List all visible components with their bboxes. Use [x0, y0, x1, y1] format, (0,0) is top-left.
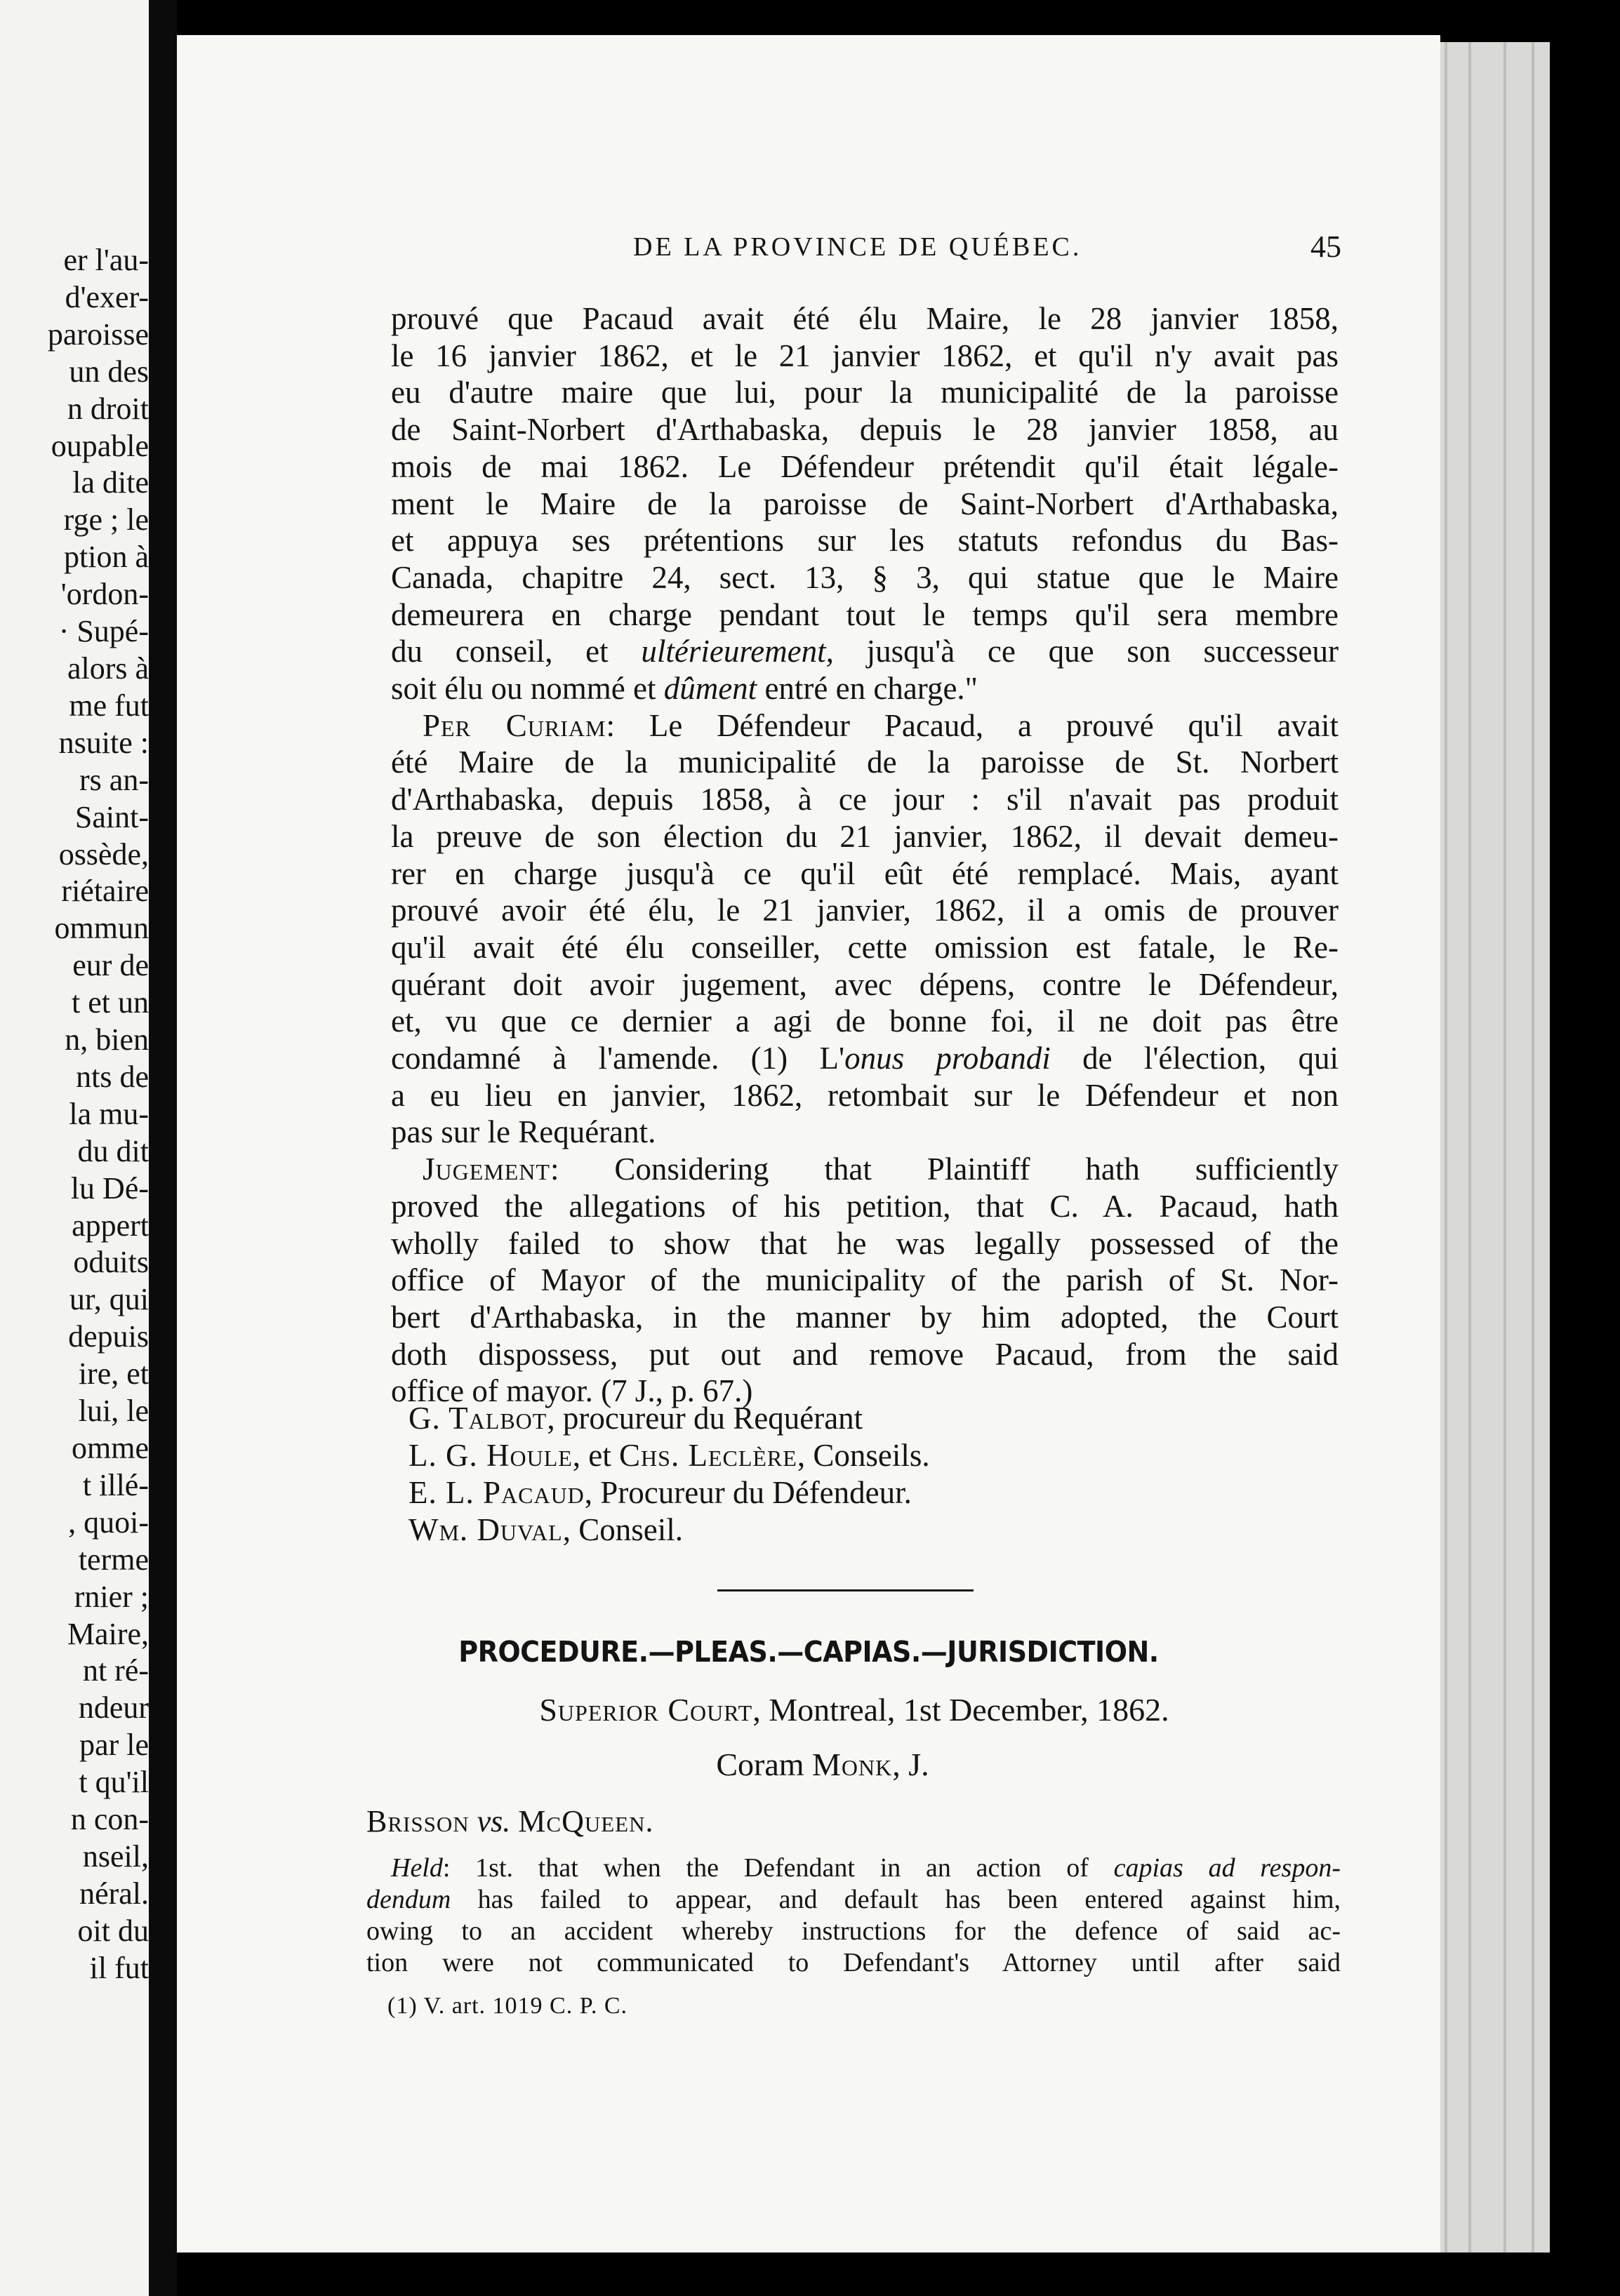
case-parties: Brisson vs. McQueen.: [366, 1804, 654, 1838]
case-heading: PROCEDURE.—PLEAS.—CAPIAS.—JURISDICTION.: [458, 1635, 1159, 1669]
page-stack-edge: [1440, 42, 1550, 2252]
facing-page-line: alors à: [67, 650, 149, 686]
facing-page-line: Saint-: [74, 799, 149, 834]
signature-block: [409, 1400, 930, 1549]
jugement-label: Jugement: [423, 1152, 550, 1187]
facing-page-line: la mu-: [69, 1096, 149, 1131]
facing-page-line: oduits: [73, 1245, 149, 1280]
held-label: Held: [391, 1853, 443, 1883]
paragraph-line: Jugement: Considering that Plaintiff hath sufficiently: [423, 1152, 1339, 1187]
signature-line: E. L. Pacaud, Procureur du Défendeur.: [409, 1475, 912, 1510]
paragraph-line: la preuve de son élection du 21 janvier, 1862, il devait demeu-: [391, 818, 1339, 854]
facing-page-line: nt ré-: [82, 1653, 149, 1688]
facing-page-line: nsuite :: [58, 725, 149, 760]
facing-page-line: me fut: [69, 688, 149, 723]
paragraph-line: le 16 janvier 1862, et le 21 janvier 1862, et qu'il n'y avait pas: [391, 338, 1339, 373]
signature-line: G. Talbot, procureur du Requérant: [409, 1401, 863, 1436]
facing-page-line: du dit: [77, 1133, 149, 1168]
facing-page-line: oit du: [77, 1913, 149, 1948]
book-gutter: [149, 0, 177, 2296]
facing-page-line: appert: [72, 1208, 149, 1243]
section-divider: [717, 1589, 974, 1591]
paragraph-line: proved the allegations of his petition, that C. A. Pacaud, hath: [391, 1188, 1339, 1224]
paragraph-line: Per Curiam: Le Défendeur Pacaud, a prouvé qu'il avait: [423, 707, 1339, 743]
facing-page-line: rs an-: [79, 762, 149, 797]
facing-page-line: n, bien: [65, 1022, 149, 1057]
facing-page-line: n con-: [70, 1802, 149, 1837]
paragraph-line: d'Arthabaska, depuis 1858, à ce jour : s'il n'avait pas produit: [391, 782, 1339, 817]
facing-page-line: néral.: [79, 1876, 149, 1911]
paragraph-line: pas sur le Requérant.: [391, 1114, 656, 1150]
paragraph-line: et appuya ses prétentions sur les statuts refondus du Bas-: [391, 523, 1339, 559]
per-curiam-label: Per Curiam: [423, 707, 606, 743]
footnote: (1) V. art. 1019 C. P. C.: [387, 1993, 628, 2019]
facing-page-line: rnier ;: [74, 1579, 149, 1614]
paragraph-line: et, vu que ce dernier a agi de bonne foi, il ne doit pas être: [391, 1003, 1339, 1039]
facing-page-line: omme: [72, 1431, 149, 1465]
per-curiam-paragraph: [391, 707, 1339, 1151]
facing-page-line: il fut: [89, 1950, 149, 1985]
paragraph-line: office of Mayor of the municipality of the parish of St. Nor-: [391, 1262, 1339, 1298]
paragraph-line: prouvé avoir été élu, le 21 janvier, 1862, il a omis de prouver: [391, 893, 1339, 928]
paragraph-line: mois de mai 1862. Le Défendeur prétendit qu'il était légale-: [391, 448, 1339, 484]
facing-page-line: · Supé-: [58, 614, 149, 649]
paragraph-line: condamné à l'amende. (1) L'onus probandi de l'élection, qui: [391, 1041, 1339, 1076]
paragraph-line: wholly failed to show that he was legally possessed of the: [391, 1225, 1339, 1261]
book-page: [177, 35, 1440, 2252]
paragraph-line: doth dispossess, put out and remove Pacaud, from the said: [391, 1336, 1339, 1372]
facing-page-line: lu Dé-: [70, 1170, 149, 1206]
page-number: 45: [1310, 229, 1341, 264]
facing-page-line: un des: [69, 354, 149, 389]
held-line: tion were not communicated to Defendant's Attorney until after said: [366, 1948, 1341, 1977]
paragraph-line: soit élu ou nommé et dûment entré en charge.": [391, 671, 978, 707]
facing-page-line: rge ; le: [63, 502, 149, 538]
paragraph-line: qu'il avait été élu conseiller, cette omission est fatale, le Re-: [391, 929, 1339, 965]
paragraph-line: eu d'autre maire que lui, pour la municipalité de la paroisse: [391, 375, 1339, 411]
facing-page-line: lui, le: [78, 1394, 149, 1429]
held-line: Held: 1st. that when the Defendant in an action of capias ad respon-: [391, 1853, 1341, 1883]
facing-page-line: terme: [78, 1542, 149, 1577]
facing-page-line: er l'au-: [63, 243, 149, 277]
paragraph-line: quérant doit avoir jugement, avec dépens, contre le Défendeur,: [391, 966, 1339, 1002]
paragraph-line: bert d'Arthabaska, in the manner by him adopted, the Court: [391, 1299, 1339, 1335]
facing-page-line: ire, et: [78, 1356, 149, 1391]
paragraph-line: du conseil, et ultérieurement, jusqu'à ce que son successeur: [391, 634, 1339, 669]
facing-page-line: t et un: [72, 985, 149, 1020]
facing-page-line: , quoi-: [68, 1504, 149, 1540]
facing-page-line: ur, qui: [69, 1282, 149, 1317]
facing-page-line: nts de: [76, 1059, 149, 1094]
held-line: dendum has failed to appear, and default has been entered against him,: [366, 1885, 1341, 1914]
signature-line: L. G. Houle, et Chs. Leclère, Conseils.: [409, 1438, 930, 1473]
held-line: owing to an accident whereby instructions for the defence of said ac-: [366, 1916, 1341, 1946]
paragraph-line: Canada, chapitre 24, sect. 13, § 3, qui statue que le Maire: [391, 559, 1339, 595]
facing-page-line: oupable: [51, 428, 149, 463]
facing-page-line: t illé-: [82, 1467, 149, 1502]
held-summary: [366, 1853, 1341, 1979]
facing-page-line: Maire,: [67, 1616, 149, 1651]
paragraph-line: de Saint-Norbert d'Arthabaska, depuis le 28 janvier 1858, au: [391, 412, 1339, 448]
paragraph-line: office of mayor. (7 J., p. 67.): [391, 1373, 753, 1409]
paragraph-line: rer en charge jusqu'à ce qu'il eût été remplacé. Mais, ayant: [391, 855, 1339, 891]
facing-page-line: eur de: [72, 948, 149, 983]
paragraph-line: a eu lieu en janvier, 1862, retombait sur le Défendeur et non: [391, 1077, 1339, 1113]
jugement-paragraph: [391, 1151, 1339, 1410]
facing-page-line: ption à: [64, 540, 149, 575]
facing-page-line: ommun: [54, 911, 149, 946]
facing-page-line: par le: [79, 1728, 149, 1763]
court-line: Superior Court, Montreal, 1st December, 1862.: [539, 1692, 1169, 1728]
facing-page-line: riétaire: [61, 874, 149, 909]
facing-page-line: d'exer-: [65, 279, 149, 314]
facing-page-line: nseil,: [82, 1838, 149, 1874]
facing-page-line: depuis: [68, 1319, 149, 1354]
paragraph-line: prouvé que Pacaud avait été élu Maire, le 28 janvier 1858,: [391, 301, 1339, 336]
facing-page-text: [0, 242, 149, 1987]
facing-page-line: ossède,: [58, 836, 149, 872]
paragraph-line: été Maire de la municipalité de la paroisse de St. Norbert: [391, 745, 1339, 780]
facing-page-line: la dite: [72, 465, 149, 500]
facing-page-line: paroisse: [47, 316, 149, 352]
signature-line: Wm. Duval, Conseil.: [409, 1512, 683, 1547]
body-text: [391, 300, 1339, 1410]
facing-page-fragment: [0, 0, 149, 2296]
running-title: DE LA PROVINCE DE QUÉBEC.: [633, 232, 1082, 262]
facing-page-line: ndeur: [78, 1690, 149, 1726]
facing-page-line: n droit: [67, 391, 149, 426]
paragraph-continued: [391, 300, 1339, 633]
coram-line: Coram Monk, J.: [716, 1747, 929, 1782]
paragraph-line: ment le Maire de la paroisse de Saint-Norbert d'Arthabaska,: [391, 486, 1339, 521]
facing-page-line: t qu'il: [79, 1765, 149, 1800]
facing-page-line: 'ordon-: [60, 577, 149, 612]
paragraph-line: demeurera en charge pendant tout le temps qu'il sera membre: [391, 596, 1339, 632]
